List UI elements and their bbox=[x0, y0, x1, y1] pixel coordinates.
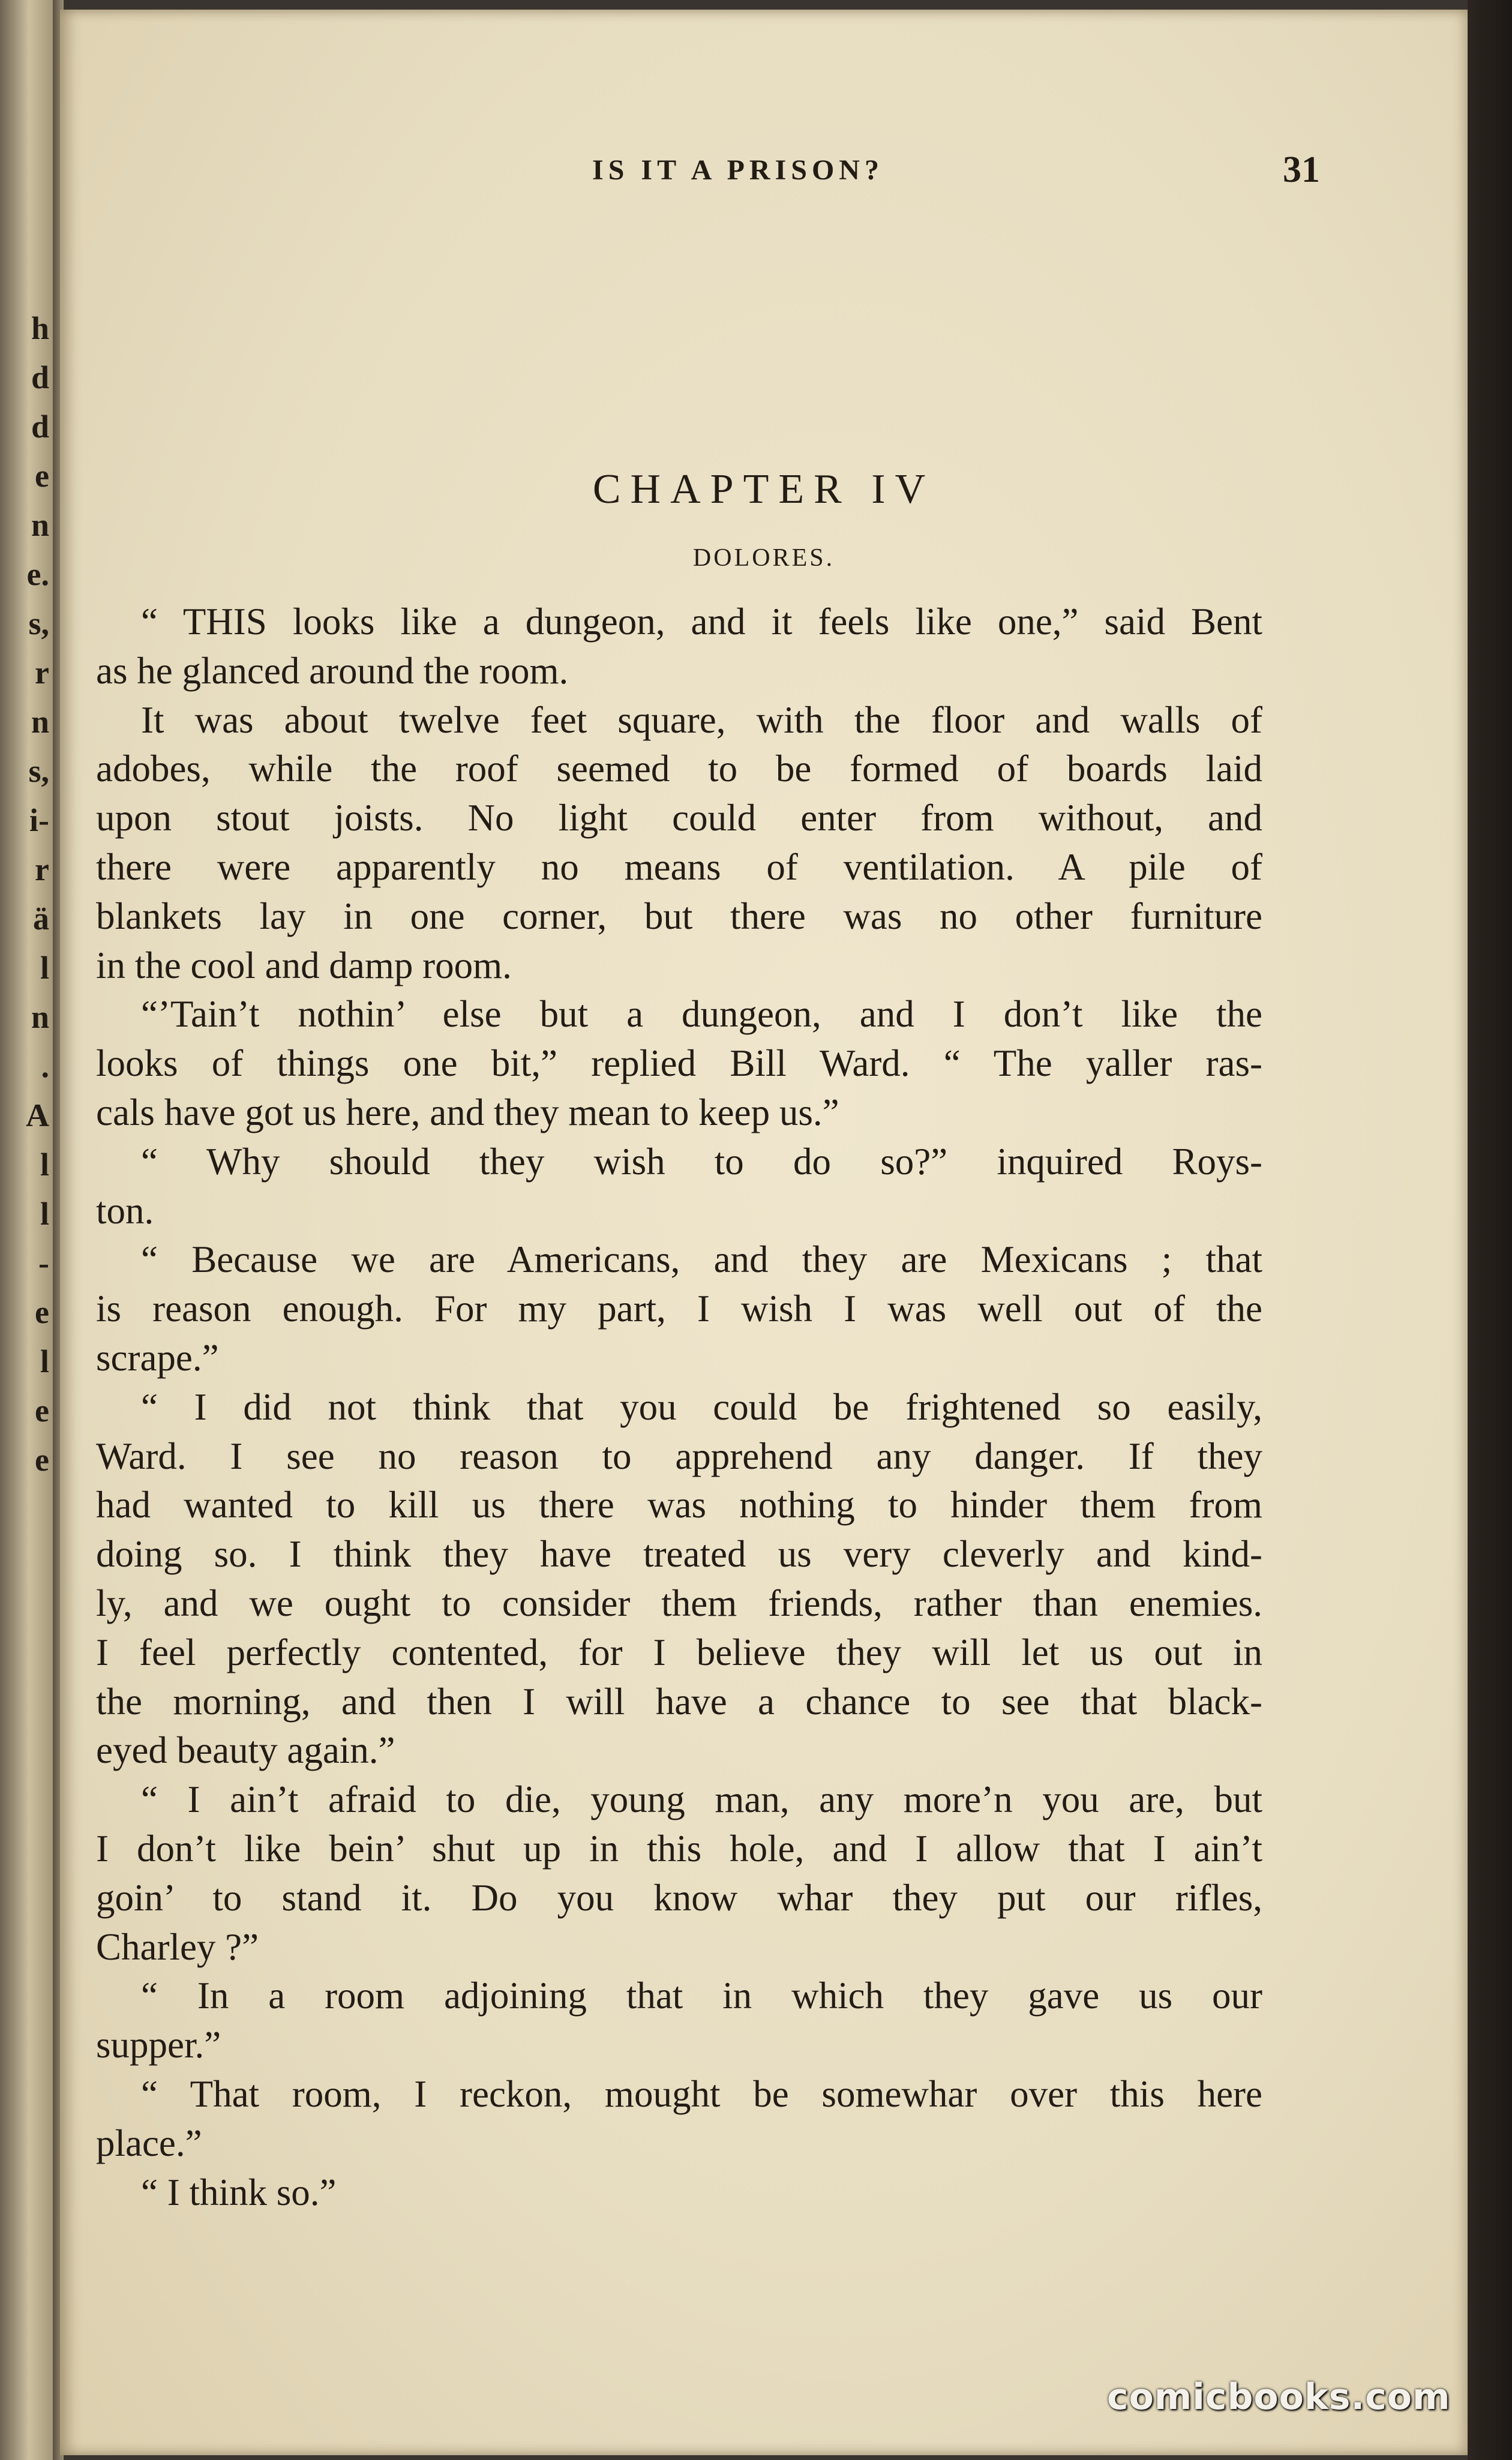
left-page-fragment: r bbox=[35, 851, 49, 887]
text-line: “ THIS looks like a dungeon, and it feels like one,” said Bent bbox=[141, 601, 1262, 643]
text-line: “ I did not think that you could be frightened so easily, bbox=[141, 1385, 1262, 1428]
text-line: “ I ain’t afraid to die, young man, any more’n you are, but bbox=[141, 1778, 1262, 1821]
left-page-fragment: d bbox=[31, 359, 49, 395]
left-page-fragment: e bbox=[35, 1442, 49, 1478]
text-line: the morning, and then I will have a chance to see that black- bbox=[96, 1680, 1262, 1723]
text-line: “ Why should they wish to do so?” inquired Roys- bbox=[141, 1140, 1262, 1183]
text-line: cals have got us here, and they mean to keep us.” bbox=[96, 1091, 839, 1133]
text-line: there were apparently no means of ventilation. A pile of bbox=[96, 845, 1262, 888]
watermark: comicbooks.com bbox=[1107, 2376, 1451, 2418]
text-line: scrape.” bbox=[96, 1336, 219, 1379]
left-page-fragment: - bbox=[38, 1245, 49, 1281]
left-page-fragment: n bbox=[31, 999, 49, 1035]
left-page-fragment: s, bbox=[28, 753, 49, 789]
text-line: “ In a room adjoining that in which they gave us our bbox=[141, 1975, 1262, 2017]
left-page-fragment: r bbox=[35, 655, 49, 691]
text-line: adobes, while the roof seemed to be formed of boards laid bbox=[96, 748, 1262, 790]
text-line: eyed beauty again.” bbox=[96, 1729, 395, 1772]
text-line: blankets lay in one corner, but there was no other furniture bbox=[96, 895, 1262, 937]
text-line: Ward. I see no reason to apprehend any danger. If they bbox=[96, 1435, 1262, 1477]
text-line: “ Because we are Americans, and they are Mexicans ; that bbox=[141, 1238, 1262, 1281]
left-page-fragment: l bbox=[40, 950, 49, 986]
left-page-fragment: n bbox=[31, 507, 49, 543]
text-line: ton. bbox=[96, 1189, 154, 1232]
text-line: “ I think so.” bbox=[141, 2171, 337, 2213]
running-head bbox=[60, 149, 1468, 202]
dark-background-edge bbox=[1468, 0, 1512, 2460]
left-page-fragment: e bbox=[35, 1393, 49, 1429]
text-line: “ That room, I reckon, mought be somewhar over this here bbox=[141, 2072, 1262, 2115]
left-page-fragment: h bbox=[31, 310, 49, 346]
previous-page-edge bbox=[0, 0, 53, 2460]
book-page bbox=[60, 10, 1468, 2455]
text-line: ly, and we ought to consider them friends, rather than enemies. bbox=[96, 1582, 1262, 1624]
body-text bbox=[96, 598, 1262, 2217]
left-page-fragment: i- bbox=[29, 802, 49, 838]
left-page-fragment: n bbox=[31, 704, 49, 740]
text-line: doing so. I think they have treated us very cleverly and kind- bbox=[96, 1533, 1262, 1576]
left-page-fragment: d bbox=[31, 409, 49, 445]
text-line: is reason enough. For my part, I wish I was well out of the bbox=[96, 1288, 1262, 1330]
chapter-subtitle: DOLORES. bbox=[692, 544, 835, 572]
left-page-fragment: l bbox=[40, 1196, 49, 1232]
running-head-title: IS IT A PRISON? bbox=[592, 154, 884, 186]
text-line: in the cool and damp room. bbox=[96, 944, 512, 986]
left-page-fragment: . bbox=[41, 1048, 49, 1084]
left-page-fragment: A bbox=[26, 1097, 49, 1133]
text-line: It was about twelve feet square, with the floor and walls of bbox=[141, 698, 1262, 741]
chapter-title: CHAPTER IV bbox=[592, 466, 935, 512]
text-line: had wanted to kill us there was nothing to hinder them from bbox=[96, 1484, 1262, 1526]
text-line: as he glanced around the room. bbox=[96, 649, 569, 692]
text-line: supper.” bbox=[96, 2024, 221, 2066]
page-number: 31 bbox=[1283, 149, 1320, 190]
left-page-fragment: e bbox=[35, 458, 49, 494]
left-page-fragment: s, bbox=[28, 605, 49, 641]
text-line: I don’t like bein’ shut up in this hole, and I allow that I ain’t bbox=[96, 1827, 1262, 1870]
left-page-fragment: l bbox=[40, 1147, 49, 1183]
text-line: “’Tain’t nothin’ else but a dungeon, and I don’t like the bbox=[141, 993, 1262, 1036]
text-line: goin’ to stand it. Do you know whar they put our rifles, bbox=[96, 1876, 1262, 1919]
text-line: Charley ?” bbox=[96, 1925, 259, 1968]
left-page-fragment: ä bbox=[33, 901, 49, 937]
text-line: I feel perfectly contented, for I believe they will let us out in bbox=[96, 1631, 1262, 1673]
text-line: upon stout joists. No light could enter from without, and bbox=[96, 797, 1262, 839]
text-line: place.” bbox=[96, 2122, 202, 2164]
left-page-fragment: e bbox=[35, 1294, 49, 1330]
text-line: looks of things one bit,” replied Bill Ward. “ The yaller ras- bbox=[96, 1042, 1262, 1085]
left-page-fragment: e. bbox=[26, 556, 49, 592]
left-page-fragment: l bbox=[40, 1343, 49, 1379]
